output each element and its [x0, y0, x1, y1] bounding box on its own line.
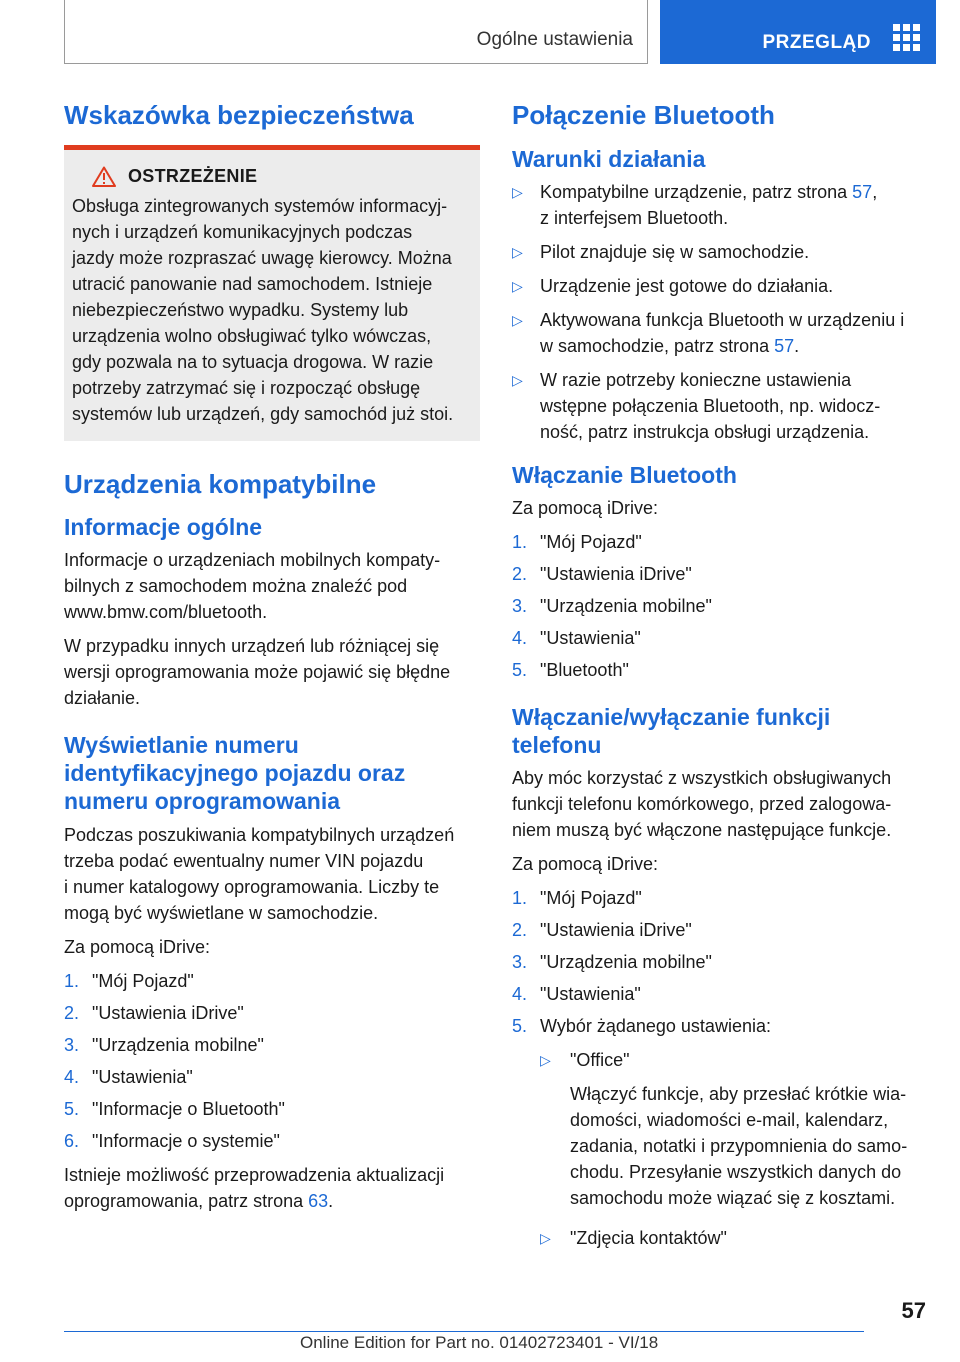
list-item: 1. "Mój Pojazd" — [512, 531, 642, 552]
page-number: 57 — [901, 1298, 926, 1323]
office-description: Włączyć funkcje, aby przesłać krótkie wia‐ domości, wiadomości e-mail, kalendarz, zadania, notatki i przypomnienia do samo‐ chodu. Przesyłanie wszystkich danych do samochodu może wiązać się z kosztami. — [570, 1083, 908, 1208]
idrive-intro: Za pomocą iDrive: — [64, 936, 211, 957]
list-item: 1. "Mój Pojazd" — [512, 887, 642, 908]
list-item: 3. "Urządzenia mobilne" — [64, 1034, 264, 1055]
list-item: ▷ "Office" Włączyć funkcje, aby przesłać krótkie wia‐ domości, wiadomości e-mail, kalendarz, zadania, notatki i przypomnienia do samo‐ chodu. Przesyłanie wszystkich danych do samochodu może wiązać się z kosztami. — [540, 1047, 928, 1211]
list-item: ▷ Kompatybilne urządzenie, patrz strona 57, z interfejsem Bluetooth. — [512, 179, 928, 231]
compatible-devices-title: Urządzenia kompatybilne — [64, 468, 377, 499]
vin-paragraph: Podczas poszukiwania kompatybilnych urządzeń trzeba podać ewentualny numer VIN pojazdu i numer katalogowy oprogramowania. Liczby te mogą być wyświetlane w samochodzie. — [64, 824, 455, 923]
sub-options-list — [540, 1047, 928, 1251]
header-section-title — [64, 0, 648, 64]
overview-button[interactable] — [660, 0, 936, 64]
list-item: 2. "Ustawienia iDrive" — [512, 919, 692, 940]
triangle-bullet-icon: ▷ — [512, 371, 523, 388]
list-item: 5. Wybór żądanego ustawienia: ▷ "Office" Włączyć funkcje, aby przesłać krótkie wia‐ domości, wiadomości e-mail, kalendarz, zadania, notatki i przypomnienia do samo‐ chodu. Przesyłanie wszystkich danych do samochodu może wiązać się z kosztami. ▷ "Zdjęcia kontaktów" — [512, 1013, 928, 1251]
bluetooth-title: Połączenie Bluetooth — [512, 100, 775, 130]
general-info-title: Informacje ogólne — [64, 514, 263, 541]
warning-title: OSTRZEŻENIE — [128, 165, 258, 186]
enable-steps-list — [512, 529, 928, 683]
safety-title: Wskazówka bezpieczeństwa — [64, 100, 414, 130]
grid-icon — [893, 24, 920, 51]
triangle-bullet-icon: ▷ — [512, 277, 523, 294]
general-info-paragraph: Informacje o urządzeniach mobilnych kompaty‐ bilnych z samochodem można znaleźć pod www.bmw.com/bluetooth. — [64, 550, 441, 623]
idrive-intro: Za pomocą iDrive: — [512, 853, 659, 874]
triangle-bullet-icon: ▷ — [540, 1229, 551, 1246]
list-item: 1. "Mój Pojazd" — [64, 970, 194, 991]
list-item: 2. "Ustawienia iDrive" — [512, 563, 692, 584]
conditions-list — [512, 179, 928, 445]
general-info-paragraph-2: W przypadku innych urządzeń lub różniącej się wersji oprogramowania może pojawić się błędne działanie. — [64, 636, 451, 709]
list-item: ▷ Aktywowana funkcja Bluetooth w urządzeniu i w samochodzie, patrz strona 57. — [512, 307, 928, 359]
list-item: 5. "Bluetooth" — [512, 659, 629, 680]
warning-header — [72, 166, 472, 187]
triangle-bullet-icon: ▷ — [512, 311, 523, 328]
warning-triangle-icon — [92, 166, 116, 187]
list-item: ▷ "Zdjęcia kontaktów" — [540, 1225, 928, 1251]
update-paragraph: Istnieje możliwość przeprowadzenia aktualizacji oprogramowania, patrz strona 63. — [64, 1164, 445, 1211]
phone-paragraph: Aby móc korzystać z wszystkich obsługiwanych funkcji telefonu komórkowego, przed zalogowa‐ niem muszą być włączone następujące funkcje. — [512, 767, 892, 840]
list-item: 3. "Urządzenia mobilne" — [512, 951, 712, 972]
conditions-title: Warunki działania — [512, 145, 706, 172]
vin-steps-list — [64, 968, 480, 1154]
footer-edition: Online Edition for Part no. 01402723401 - VI/18 — [300, 1333, 659, 1352]
triangle-bullet-icon: ▷ — [512, 183, 523, 200]
enable-bluetooth-title: Włączanie Bluetooth — [512, 461, 737, 488]
list-item: 4. "Ustawienia" — [64, 1066, 193, 1087]
page-link-57[interactable]: 57 — [774, 335, 795, 356]
footer-divider — [64, 1331, 864, 1332]
list-item: ▷ Pilot znajduje się w samochodzie. — [512, 239, 928, 265]
list-item: 5. "Informacje o Bluetooth" — [64, 1098, 285, 1119]
warning-box — [64, 145, 480, 441]
phone-functions-title: Włączanie/wyłączanie funkcji telefonu — [512, 703, 831, 758]
list-item: ▷ Urządzenie jest gotowe do działania. — [512, 273, 928, 299]
right-column — [512, 100, 928, 1259]
phone-steps-list — [512, 885, 928, 1251]
list-item: 3. "Urządzenia mobilne" — [512, 595, 712, 616]
overview-label: PRZEGLĄD — [762, 32, 871, 53]
left-column — [64, 100, 480, 1222]
list-item: 6. "Informacje o systemie" — [64, 1130, 280, 1151]
page-link-57[interactable]: 57 — [852, 181, 873, 202]
section-title: Ogólne ustawienia — [476, 29, 633, 50]
list-item: 2. "Ustawienia iDrive" — [64, 1002, 244, 1023]
page-link-63[interactable]: 63 — [308, 1190, 329, 1211]
vin-title: Wyświetlanie numeru identyfikacyjnego pojazdu oraz numeru oprogramowania — [64, 732, 406, 815]
list-item: 4. "Ustawienia" — [512, 627, 641, 648]
idrive-intro: Za pomocą iDrive: — [512, 497, 659, 518]
triangle-bullet-icon: ▷ — [512, 243, 523, 260]
list-item: 4. "Ustawienia" — [512, 983, 641, 1004]
warning-text: Obsługa zintegrowanych systemów informacyj‐ nych i urządzeń komunikacyjnych podczas jazdy może rozpraszać uwagę kierowcy. Można utracić panowanie nad samochodem. Istnieje niebezpieczeństwo wypadku. Systemy lub urządzenia wolno obsługiwać tylko wówczas, gdy pozwala na to sytuacja drogowa. W razie potrzeby zatrzymać się i rozpocząć obsługę systemów lub urządzeń, gdy samochód już stoi. — [72, 195, 454, 424]
triangle-bullet-icon: ▷ — [540, 1051, 551, 1068]
list-item: ▷ W razie potrzeby konieczne ustawienia wstępne połączenia Bluetooth, np. widocz‐ ność, patrz instrukcja obsługi urządzenia. — [512, 367, 928, 445]
